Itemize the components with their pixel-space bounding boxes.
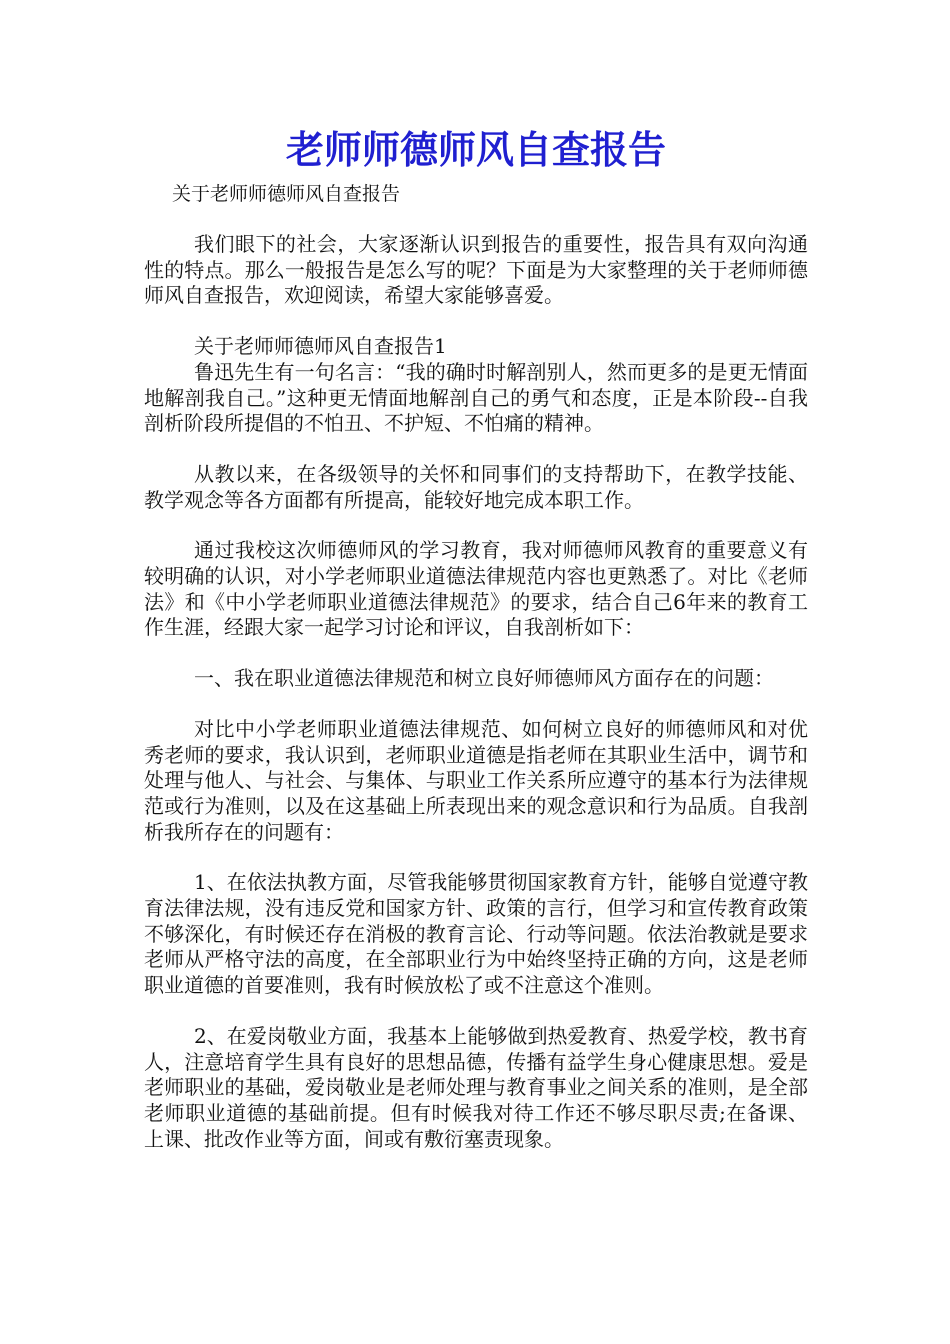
document-page bbox=[144, 118, 808, 1177]
body-paragraph: 一、我在职业道德法律规范和树立良好师德师风方面存在的问题： bbox=[194, 666, 774, 691]
body-paragraph: 通过我校这次师德师风的学习教育，我对师德师风教育的重要意义有较明确的认识，对小学老师职业道德法律规范内容也更熟悉了。对比《老师法》和《中小学老师职业道德法律规范》的要求，结合自己6年来的教育工作生涯，经跟大家一起学习讨论和评议，自我剖析如下： bbox=[144, 538, 808, 640]
document-title: 老师师德师风自查报告 bbox=[285, 128, 666, 172]
section-heading: 关于老师师德师风自查报告1 bbox=[194, 334, 447, 359]
body-paragraph: 鲁迅先生有一句名言：“我的确时时解剖别人，然而更多的是更无情面地解剖我自己。”这种更无情面地解剖自己的勇气和态度，正是本阶段--自我剖析阶段所提倡的不怕丑、不护短、不怕痛的精神。 bbox=[144, 359, 808, 436]
body-paragraph: 从教以来，在各级领导的关怀和同事们的支持帮助下，在教学技能、教学观念等各方面都有所提高，能较好地完成本职工作。 bbox=[144, 461, 808, 512]
body-paragraph: 1、在依法执教方面，尽管我能够贯彻国家教育方针，能够自觉遵守教育法律法规，没有违反党和国家方针、政策的言行，但学习和宣传教育政策不够深化，有时候还存在消极的教育言论、行动等问题。依法治教就是要求老师从严格守法的高度，在全部职业行为中始终坚持正确的方向，这是老师职业道德的首要准则，我有时候放松了或不注意这个准则。 bbox=[144, 870, 808, 998]
intro-paragraph: 我们眼下的社会，大家逐渐认识到报告的重要性，报告具有双向沟通性的特点。那么一般报告是怎么写的呢？下面是为大家整理的关于老师师德师风自查报告，欢迎阅读，希望大家能够喜爱。 bbox=[144, 232, 808, 308]
body-paragraph: 2、在爱岗敬业方面，我基本上能够做到热爱教育、热爱学校，教书育人，注意培育学生具有良好的思想品德，传播有益学生身心健康思想。爱是老师职业的基础，爱岗敬业是老师处理与教育事业之间关系的准则，是全部老师职业道德的基础前提。但有时候我对待工作还不够尽职尽责;在备课、上课、批改作业等方面，间或有敷衍塞责现象。 bbox=[144, 1023, 808, 1151]
body-paragraph: 对比中小学老师职业道德法律规范、如何树立良好的师德师风和对优秀老师的要求，我认识到，老师职业道德是指老师在其职业生活中，调节和处理与他人、与社会、与集体、与职业工作关系所应遵守的基本行为法律规范或行为准则，以及在这基础上所表现出来的观念意识和行为品质。自我剖析我所存在的问题有： bbox=[144, 716, 808, 844]
document-subtitle: 关于老师师德师风自查报告 bbox=[172, 183, 401, 205]
